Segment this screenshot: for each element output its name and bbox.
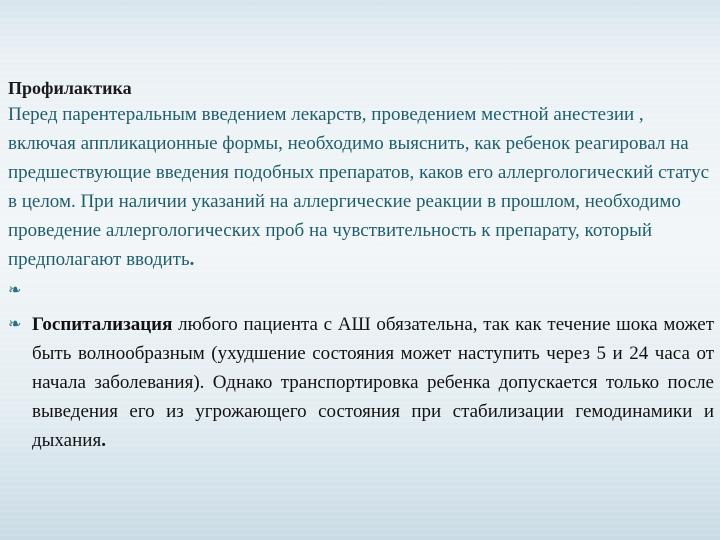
page-title: Профилактика — [8, 78, 132, 98]
hospitalization-bullet — [8, 310, 714, 455]
hospitalization-text: любого пациента с АШ обязательна, так как течение шока может быть волнообразным (ухудшение состояния может наступить через 5 и 24 часа от начала заболевания). Однако транспортировка ребенка допускается только после выведения его из угрожающего состояния при стабилизации гемодинамики и дыхания — [32, 314, 714, 451]
hospitalization-term: Госпитализация — [32, 314, 173, 335]
fleuron-icon: ❧ — [8, 316, 22, 333]
fleuron-icon: ❧ — [8, 282, 22, 299]
slide-content — [8, 76, 714, 455]
intro-text: Перед парентеральным введением лекарств, проведением местной анестезии , включая аппликационные формы, необходимо выяснить, как ребенок реагировал на предшествующие введения подобных препаратов, каков его аллергологический статус в целом. При наличии указаний на аллергические реакции в прошлом, необходимо проведение аллергологических проб на чувствительность к препарату, который предполагают вводить — [8, 104, 710, 270]
intro-paragraph — [8, 100, 714, 274]
hospitalization-paragraph — [32, 310, 714, 455]
empty-bullet — [8, 276, 714, 306]
hospitalization-period: . — [101, 430, 106, 451]
intro-period: . — [189, 249, 195, 270]
